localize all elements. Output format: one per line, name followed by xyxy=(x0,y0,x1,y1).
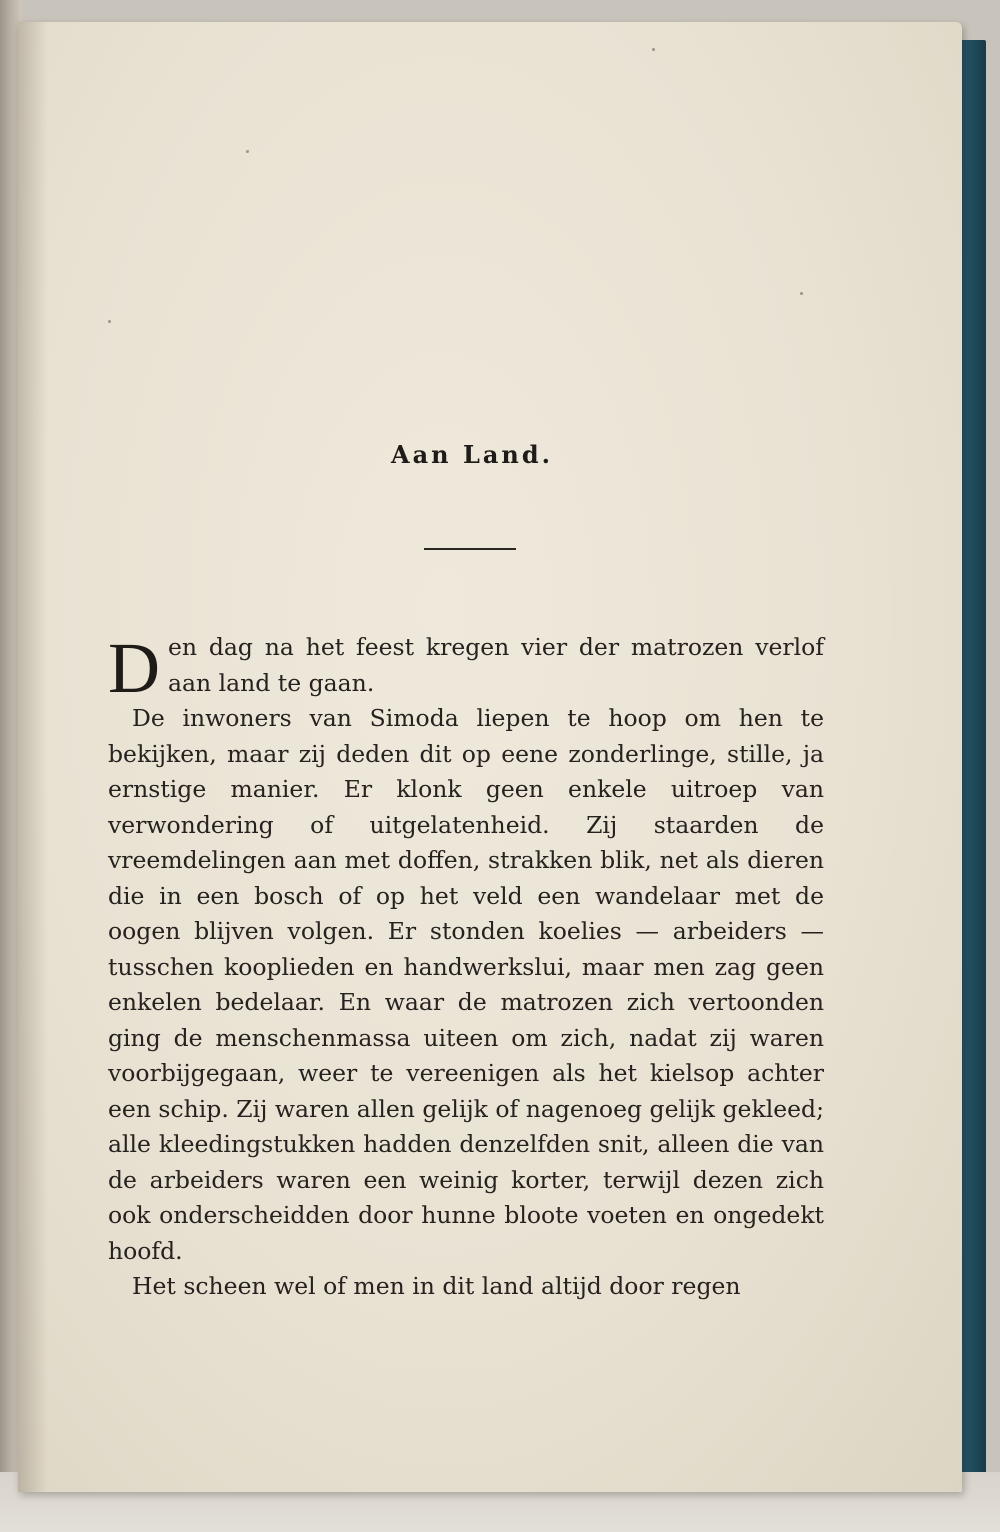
title-rule xyxy=(424,548,516,550)
paper-speck xyxy=(800,292,803,295)
paragraph-first xyxy=(108,628,824,708)
body-text xyxy=(108,630,824,1305)
paper-speck xyxy=(108,320,111,323)
paper-speck xyxy=(652,48,655,51)
chapter-title: Aan Land. xyxy=(391,440,553,469)
drop-cap: D xyxy=(108,628,160,708)
page-gutter-shadow xyxy=(18,22,48,1492)
book-page xyxy=(18,22,962,1492)
paragraph-third: Het scheen wel of men in dit land altijd door regen xyxy=(132,1272,741,1300)
paragraph-first-text: en dag na het feest kregen vier der matrozen verlof aan land te gaan. xyxy=(168,633,824,697)
paragraph-second: De inwoners van Simoda liepen te hoop om hen te bekijken, maar zij deden dit op eene zonderlinge, stille, ja ernstige manier. Er klonk geen enkele uitroep van verwondering of uitgelatenheid. Zij staarden de vreemdelingen aan met doffen, strakken blik, net als dieren die in een bosch of op het veld een wandelaar met de oogen blijven volgen. Er stonden koelies — arbeiders — tusschen kooplieden en handwerkslui, maar men zag geen enkelen bedelaar. En waar de matrozen zich vertoonden ging de menschenmassa uiteen om zich, nadat zij waren voorbijgegaan, weer te vereenigen als het kielsop achter een schip. Zij waren allen gelijk of nagenoeg gelijk gekleed; alle kleedingstukken hadden denzelfden snit, alleen die van de arbeiders waren een weinig korter, terwijl dezen zich ook onderscheidden door hunne bloote voeten en ongedekt hoofd. xyxy=(108,704,824,1265)
paper-speck xyxy=(246,150,249,153)
